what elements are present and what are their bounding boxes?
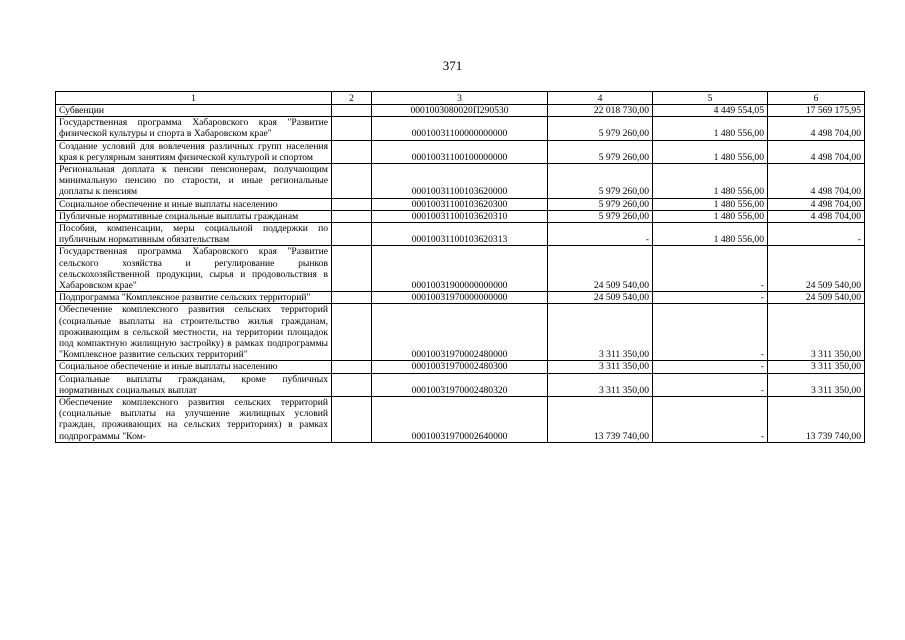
row-col-2: [332, 361, 372, 373]
header-col-3: 3: [372, 92, 548, 105]
row-col-2: [332, 397, 372, 443]
row-col-2: [332, 164, 372, 199]
table-row: [56, 164, 865, 199]
row-value-col-6: 3 311 350,00: [768, 361, 865, 373]
row-value-col-6: 13 739 740,00: [768, 397, 865, 443]
row-value-col-5: 4 449 554,05: [653, 105, 768, 117]
row-value-col-6: 4 498 704,00: [768, 198, 865, 210]
row-value-col-5: -: [653, 397, 768, 443]
row-value-col-4: 5 979 260,00: [548, 117, 653, 140]
header-col-1: 1: [56, 92, 332, 105]
row-name: Обеспечение комплексного развития сельских территорий (социальные выплаты на улучшение жилищных условий граждан, проживающих на сельских территориях) в рамках подпрограммы "Ком-: [56, 397, 332, 443]
row-code: 00010031100103620000: [372, 164, 548, 199]
row-code: 00010031100100000000: [372, 140, 548, 163]
table-row: [56, 210, 865, 222]
row-value-col-6: 4 498 704,00: [768, 210, 865, 222]
table-row: [56, 198, 865, 210]
row-col-2: [332, 117, 372, 140]
table-row: [56, 223, 865, 246]
row-col-2: [332, 223, 372, 246]
row-value-col-4: 5 979 260,00: [548, 140, 653, 163]
row-value-col-6: 4 498 704,00: [768, 117, 865, 140]
row-value-col-6: 4 498 704,00: [768, 164, 865, 199]
row-code: 0001003080020П290530: [372, 105, 548, 117]
row-value-col-4: 5 979 260,00: [548, 164, 653, 199]
header-col-4: 4: [548, 92, 653, 105]
row-code: 00010031900000000000: [372, 246, 548, 292]
row-value-col-5: 1 480 556,00: [653, 117, 768, 140]
page-number: 371: [442, 58, 463, 73]
row-value-col-4: 24 509 540,00: [548, 246, 653, 292]
row-value-col-6: 24 509 540,00: [768, 292, 865, 304]
row-name: Государственная программа Хабаровского края "Развитие физической культуры и спорта в Хабаровском крае": [56, 117, 332, 140]
table-row: [56, 246, 865, 292]
row-name: Социальное обеспечение и иные выплаты населению: [56, 198, 332, 210]
row-code: 00010031970002480000: [372, 304, 548, 361]
row-value-col-4: 24 509 540,00: [548, 292, 653, 304]
table-row: [56, 292, 865, 304]
row-value-col-5: 1 480 556,00: [653, 140, 768, 163]
row-value-col-5: -: [653, 361, 768, 373]
row-value-col-5: -: [653, 246, 768, 292]
row-value-col-4: 5 979 260,00: [548, 210, 653, 222]
row-name: Субвенции: [56, 105, 332, 117]
row-value-col-4: 3 311 350,00: [548, 361, 653, 373]
header-col-6: 6: [768, 92, 865, 105]
row-value-col-5: 1 480 556,00: [653, 198, 768, 210]
row-name: Государственная программа Хабаровского края "Развитие сельского хозяйства и регулирование рынков сельскохозяйственной продукции, сырья и продовольствия в Хабаровском крае": [56, 246, 332, 292]
row-value-col-5: 1 480 556,00: [653, 210, 768, 222]
row-value-col-5: 1 480 556,00: [653, 164, 768, 199]
row-value-col-4: 3 311 350,00: [548, 304, 653, 361]
row-value-col-6: 17 569 175,95: [768, 105, 865, 117]
row-code: 00010031100000000000: [372, 117, 548, 140]
row-value-col-6: 4 498 704,00: [768, 140, 865, 163]
table-row: [56, 397, 865, 443]
table-row: [56, 117, 865, 140]
row-value-col-5: 1 480 556,00: [653, 223, 768, 246]
row-code: 00010031100103620313: [372, 223, 548, 246]
budget-table: [55, 91, 865, 443]
row-name: Публичные нормативные социальные выплаты гражданам: [56, 210, 332, 222]
row-code: 00010031970000000000: [372, 292, 548, 304]
table-row: [56, 304, 865, 361]
row-col-2: [332, 198, 372, 210]
row-value-col-6: 3 311 350,00: [768, 304, 865, 361]
table-row: [56, 361, 865, 373]
row-col-2: [332, 246, 372, 292]
row-code: 00010031100103620310: [372, 210, 548, 222]
row-value-col-6: 24 509 540,00: [768, 246, 865, 292]
row-code: 00010031970002640000: [372, 397, 548, 443]
header-row: [56, 92, 865, 105]
table-row: [56, 105, 865, 117]
row-value-col-4: 22 018 730,00: [548, 105, 653, 117]
table-row: [56, 373, 865, 396]
row-value-col-4: 3 311 350,00: [548, 373, 653, 396]
row-name: Социальные выплаты гражданам, кроме публичных нормативных социальных выплат: [56, 373, 332, 396]
row-name: Обеспечение комплексного развития сельских территорий (социальные выплаты на строительство жилья гражданам, проживающим в сельской местности, на территории площадок под компактную жилищную застройку) в рамках подпрограммы "Комплексное развитие сельских территорий": [56, 304, 332, 361]
row-name: Подпрограмма "Комплексное развитие сельских территорий": [56, 292, 332, 304]
row-code: 00010031970002480320: [372, 373, 548, 396]
row-col-2: [332, 292, 372, 304]
row-col-2: [332, 304, 372, 361]
row-col-2: [332, 140, 372, 163]
row-value-col-4: 5 979 260,00: [548, 198, 653, 210]
row-value-col-4: 13 739 740,00: [548, 397, 653, 443]
table-row: [56, 140, 865, 163]
row-col-2: [332, 373, 372, 396]
header-col-5: 5: [653, 92, 768, 105]
row-name: Социальное обеспечение и иные выплаты населению: [56, 361, 332, 373]
table-body: [56, 105, 865, 443]
row-code: 00010031970002480300: [372, 361, 548, 373]
row-value-col-6: -: [768, 223, 865, 246]
row-name: Создание условий для вовлечения различных групп населения края к регулярным занятиям физической культурой и спортом: [56, 140, 332, 163]
row-value-col-5: -: [653, 292, 768, 304]
header-col-2: 2: [332, 92, 372, 105]
row-code: 00010031100103620300: [372, 198, 548, 210]
row-value-col-4: -: [548, 223, 653, 246]
row-name: Пособия, компенсации, меры социальной поддержки по публичным нормативным обязательствам: [56, 223, 332, 246]
row-name: Региональная доплата к пенсии пенсионерам, получающим минимальную пенсию по старости, и иные региональные доплаты к пенсиям: [56, 164, 332, 199]
row-value-col-5: -: [653, 304, 768, 361]
row-value-col-6: 3 311 350,00: [768, 373, 865, 396]
row-col-2: [332, 105, 372, 117]
row-col-2: [332, 210, 372, 222]
row-value-col-5: -: [653, 373, 768, 396]
